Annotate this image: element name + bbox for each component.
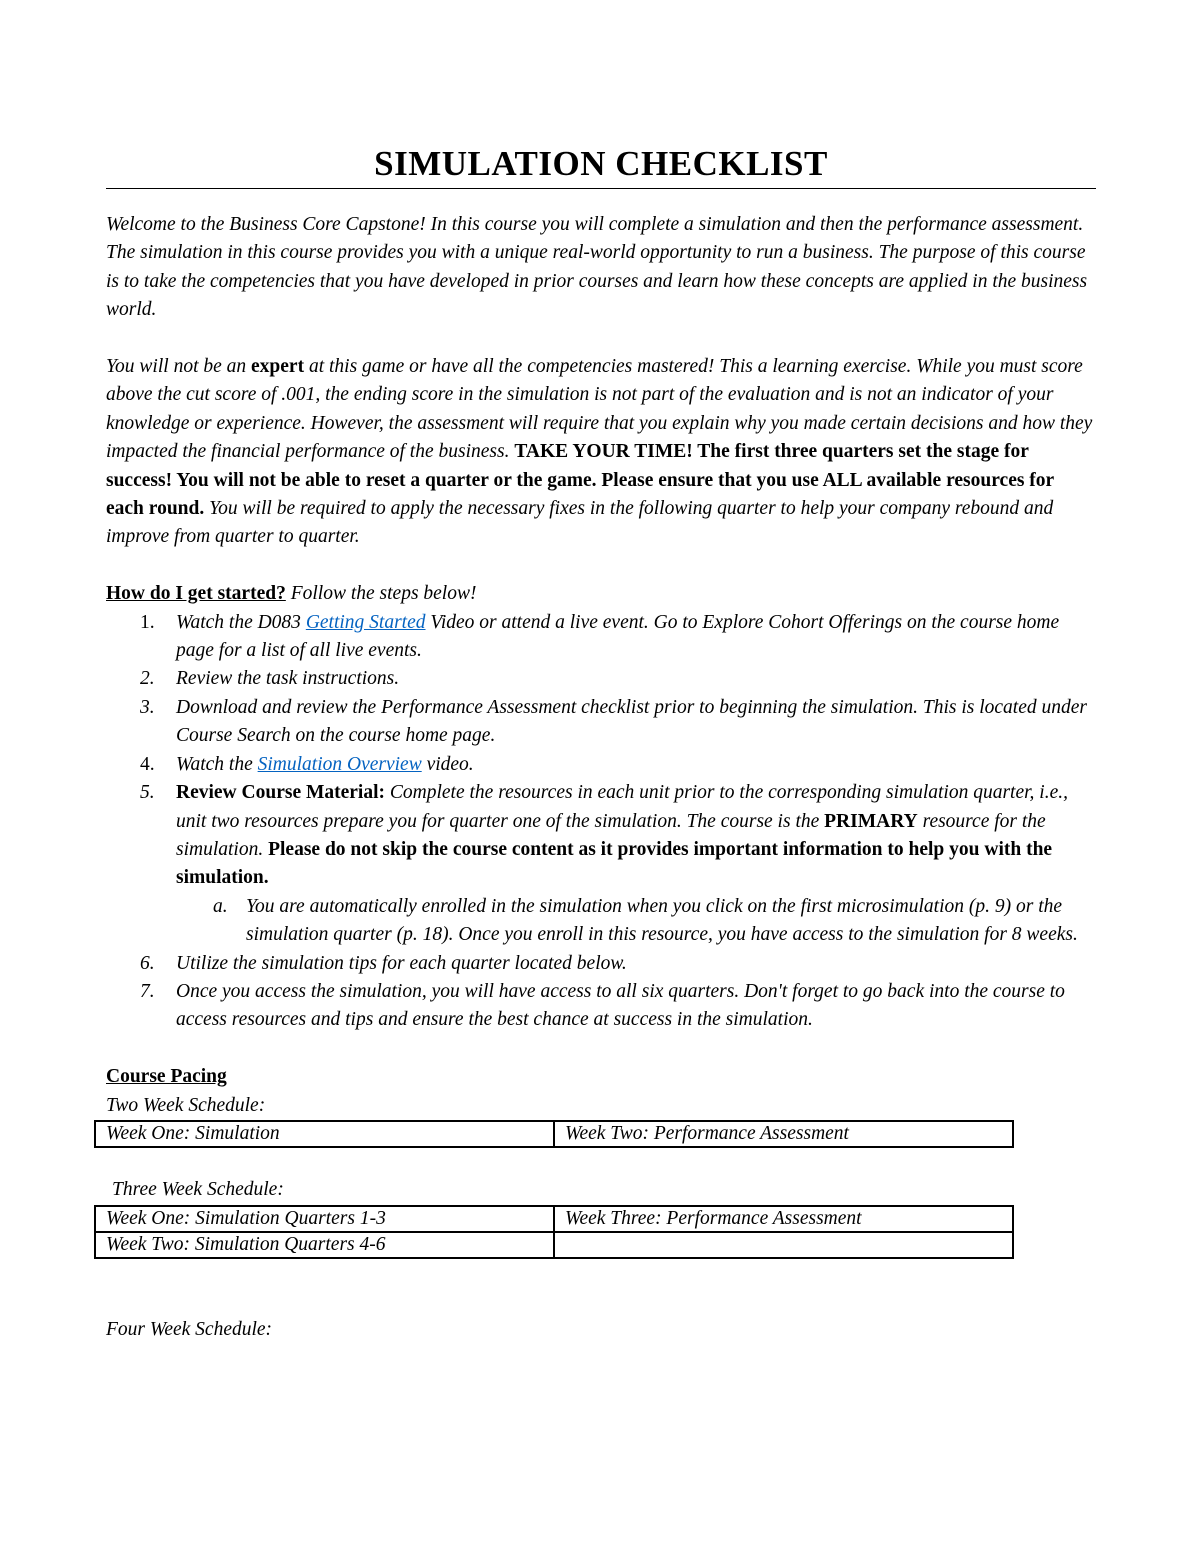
text: Download and review the Performance Assessment checklist prior to beginning the simulation. This is located under Course Search on the course home page. bbox=[176, 696, 1087, 747]
three-week-table bbox=[94, 1205, 1014, 1259]
two-week-table bbox=[94, 1120, 1014, 1148]
getting-started-heading bbox=[106, 580, 1096, 608]
text: You are automatically enrolled in the simulation when you click on the first microsimulation (p. 9) or the simulation quarter (p. 18). Once you enroll in this resource, you have access to the simulation for 8 weeks. bbox=[246, 895, 1078, 946]
two-week-label: Two Week Schedule: bbox=[106, 1094, 266, 1116]
text: video. bbox=[421, 753, 474, 775]
list-number: 2. bbox=[140, 668, 155, 690]
table-row bbox=[95, 1206, 1013, 1232]
table-row bbox=[95, 1121, 1013, 1147]
text: You will be required to apply the necessary fixes in the following quarter to help your company rebound and improve from quarter to quarter. bbox=[106, 498, 1054, 548]
list-item bbox=[106, 950, 1096, 978]
list-number: a. bbox=[213, 895, 228, 917]
text: Review the task instructions. bbox=[176, 668, 400, 690]
text: Once you access the simulation, you will have access to all six quarters. Don't forget to go back into the course to access resources and tips and ensure the best chance at success in the simulation. bbox=[176, 980, 1065, 1031]
text: Watch the bbox=[176, 753, 258, 775]
getting-started-link[interactable]: Getting Started bbox=[305, 611, 426, 633]
expectations-paragraph bbox=[106, 353, 1096, 552]
list-number: 6. bbox=[140, 952, 155, 974]
text: resource for the simulation. bbox=[176, 810, 1046, 860]
section-heading: How do I get started? bbox=[106, 583, 286, 605]
simulation-overview-link[interactable]: Simulation Overview bbox=[257, 753, 422, 775]
list-item bbox=[106, 779, 1096, 893]
table-cell: Week One: Simulation Quarters 1-3 bbox=[95, 1206, 554, 1232]
page-title: SIMULATION CHECKLIST bbox=[374, 144, 828, 183]
table-cell: Week Three: Performance Assessment bbox=[554, 1206, 1013, 1232]
three-week-label: Three Week Schedule: bbox=[112, 1179, 284, 1201]
list-number: 7. bbox=[140, 980, 155, 1002]
text: at this game or have all the competencies mastered! This a learning exercise. While you must score above the cut score of .001, the ending score in the simulation is not part of the evaluation and is not an indicator of your knowledge or experience. However, the assessment will require that you explain why you made certain decisions and how they impacted the financial performance of the business. bbox=[106, 356, 1093, 463]
bold-text: PRIMARY bbox=[824, 810, 918, 832]
text: Watch the D083 bbox=[176, 611, 306, 633]
table-row bbox=[95, 1232, 1013, 1258]
bold-text: Please do not skip the course content as it provides important information to help you with the simulation. bbox=[176, 838, 1053, 889]
table-cell: Week One: Simulation bbox=[95, 1121, 554, 1147]
text: Video or attend a live event. Go to Explore Cohort Offerings on the course home page for a list of all live events. bbox=[176, 611, 1060, 662]
course-pacing-heading: Course Pacing bbox=[106, 1066, 227, 1088]
list-item bbox=[106, 751, 1096, 779]
steps-list bbox=[106, 609, 1096, 1035]
bold-text: expert bbox=[251, 356, 305, 378]
bold-text: TAKE YOUR TIME! The first three quarters set the stage for success! You will not be able to reset a quarter or the game. Please ensure that you use ALL available resources for each round. bbox=[106, 441, 1054, 520]
list-item bbox=[106, 665, 1096, 693]
table-cell: Week Two: Performance Assessment bbox=[554, 1121, 1013, 1147]
four-week-label: Four Week Schedule: bbox=[106, 1318, 273, 1340]
text: Follow the steps below! bbox=[285, 583, 477, 605]
list-item bbox=[106, 978, 1096, 1035]
text: Complete the resources in each unit prior to the corresponding simulation quarter, i.e., unit two resources prepare you for quarter one of the simulation. The course is the bbox=[176, 782, 1068, 832]
document-page bbox=[106, 140, 1096, 1344]
list-number: 1. bbox=[140, 611, 155, 633]
list-number: 5. bbox=[140, 782, 155, 804]
table-cell bbox=[554, 1232, 1013, 1258]
text: Utilize the simulation tips for each quarter located below. bbox=[176, 952, 627, 974]
table-cell: Week Two: Simulation Quarters 4-6 bbox=[95, 1232, 554, 1258]
list-number: 3. bbox=[140, 696, 155, 718]
intro-paragraph: Welcome to the Business Core Capstone! In this course you will complete a simulation and then the performance assessment. The simulation in this course provides you with a unique real-world opportunity to run a business. The purpose of this course is to take the competencies that you have developed in prior courses and learn how these concepts are applied in the business world. bbox=[106, 214, 1088, 321]
list-subitem bbox=[106, 893, 1096, 950]
list-item bbox=[106, 609, 1096, 666]
list-item bbox=[106, 694, 1096, 751]
text: You will not be an bbox=[106, 356, 252, 378]
bold-text: Review Course Material: bbox=[176, 782, 386, 804]
list-number: 4. bbox=[140, 753, 155, 775]
